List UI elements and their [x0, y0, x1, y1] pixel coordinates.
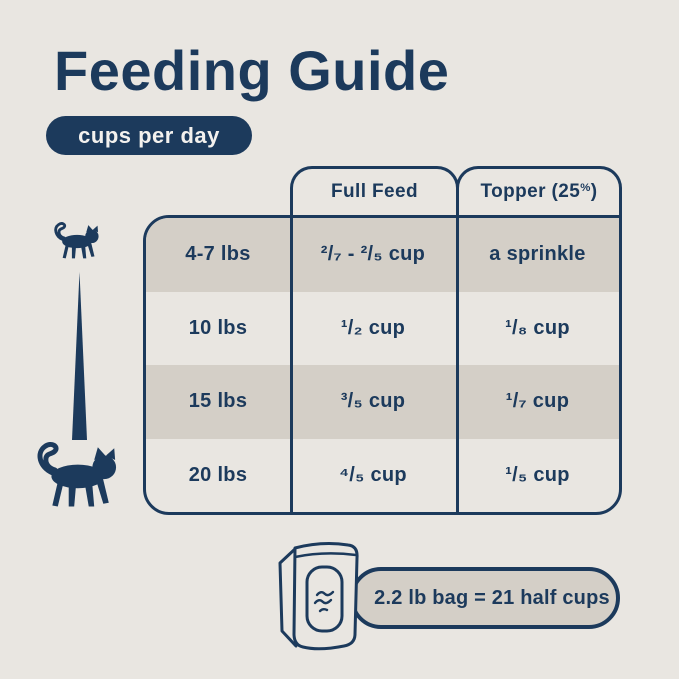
full-feed-cell: ²/₇ - ²/₅ cup [320, 243, 426, 266]
full-feed-cell: ⁴/₅ cup [339, 463, 407, 486]
table-row [146, 365, 619, 439]
column-header-topper [456, 166, 622, 215]
topper-cell: ¹/₈ cup [505, 316, 570, 339]
column-header-full-feed [290, 166, 459, 215]
size-scale-wedge-icon [72, 272, 87, 440]
page-title: Feeding Guide [54, 39, 450, 102]
full-feed-cell: ³/₅ cup [340, 390, 406, 413]
table-row [146, 439, 619, 513]
bag-note-text: 2.2 lb bag = 21 half cups [374, 586, 610, 609]
weight-cell: 10 lbs [188, 316, 248, 339]
badge-label: cups per day [78, 122, 220, 148]
large-cat-icon [30, 440, 122, 511]
weight-cell: 4-7 lbs [185, 243, 251, 266]
food-bag-icon [274, 536, 369, 654]
weight-cell: 20 lbs [188, 463, 248, 486]
column-divider [456, 218, 459, 512]
topper-cell: ¹/₇ cup [505, 390, 570, 413]
full-feed-label: Full Feed [331, 181, 418, 202]
small-cat-icon [50, 221, 102, 261]
table-row [146, 218, 619, 292]
topper-cell: ¹/₅ cup [505, 463, 570, 486]
topper-label: Topper (25%) [480, 181, 598, 202]
full-feed-cell: ¹/₂ cup [340, 316, 406, 339]
feeding-table [143, 215, 622, 515]
cups-per-day-badge [46, 116, 252, 155]
bag-note-pill [350, 567, 620, 629]
table-row [146, 292, 619, 366]
column-divider [290, 218, 293, 512]
topper-cell: a sprinkle [489, 243, 586, 266]
weight-cell: 15 lbs [188, 390, 248, 413]
